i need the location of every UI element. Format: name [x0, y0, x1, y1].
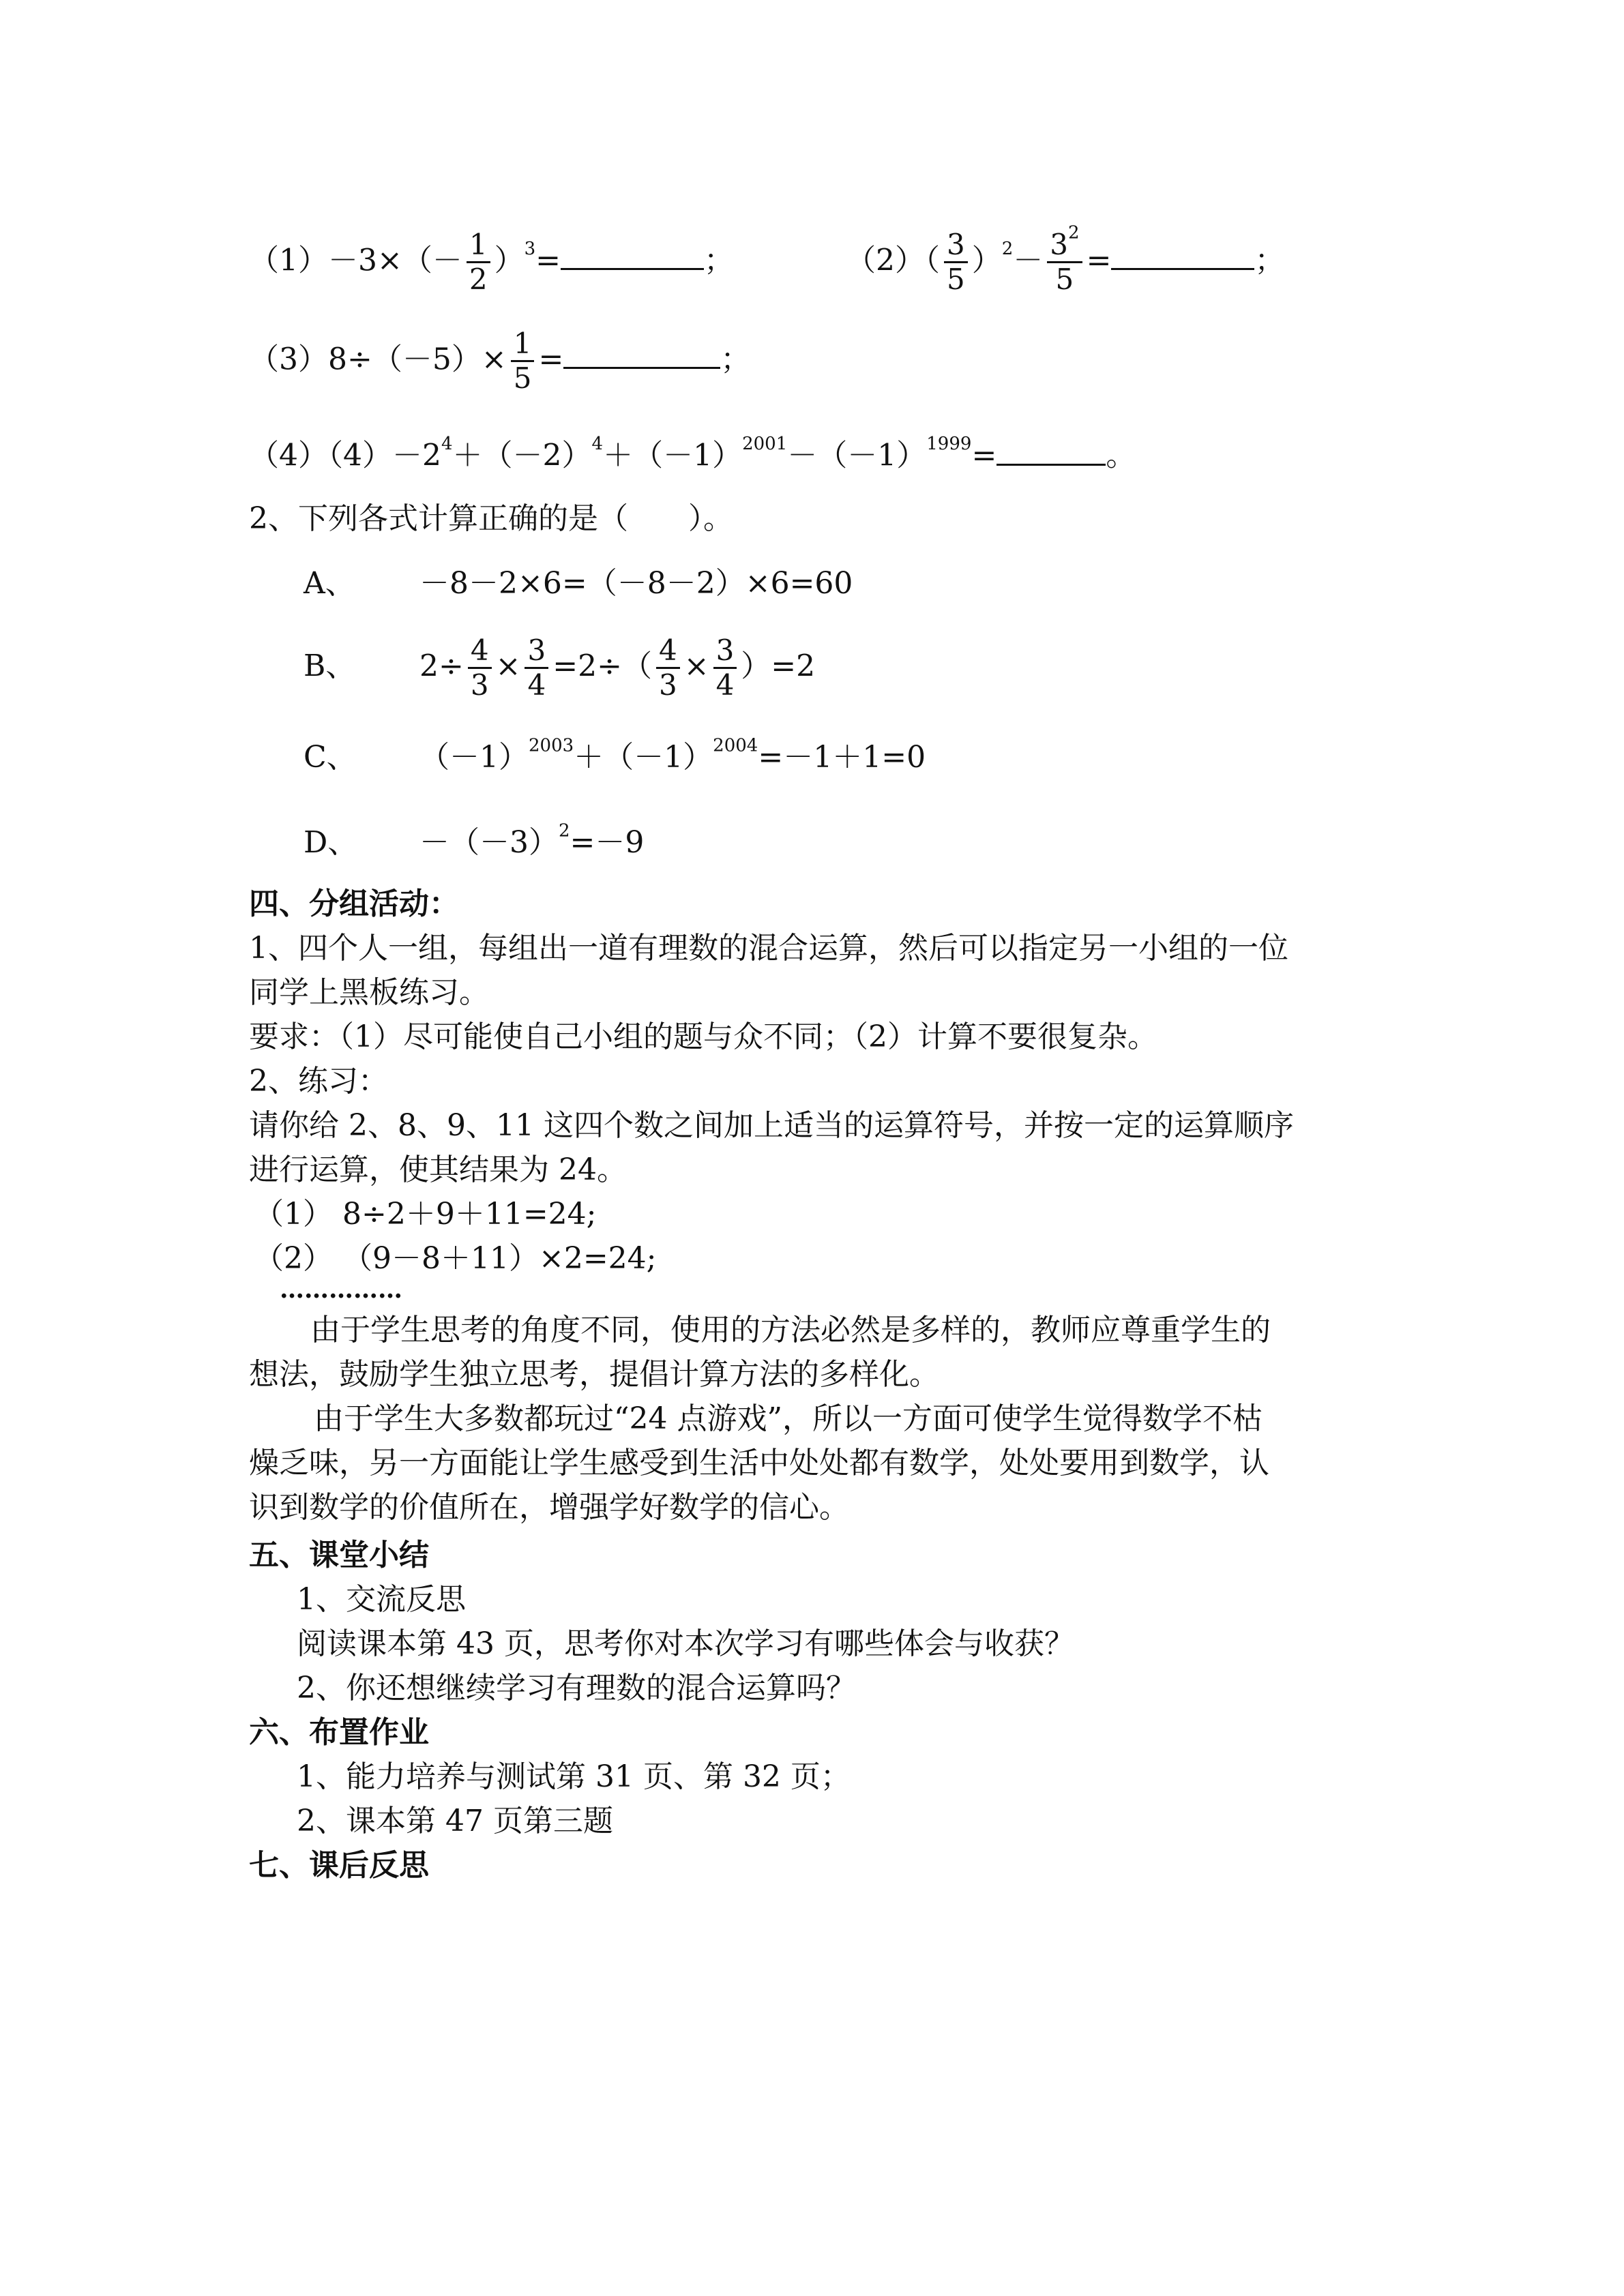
numerator: 3	[525, 634, 548, 669]
exponent: 2	[1068, 222, 1080, 243]
exponent: 3	[524, 238, 536, 259]
ellipsis: ……………	[280, 1275, 402, 1304]
paragraph-line: （2） （9－8＋11）×2=24;	[254, 1241, 657, 1276]
paragraph-line: 要求：（1）尽可能使自己小组的题与众不同；（2）计算不要很复杂。	[249, 1019, 1157, 1054]
equals: =	[1086, 243, 1112, 278]
exponent: 2003	[529, 735, 574, 756]
exponent: 1999	[926, 434, 972, 455]
expr-text: －（－3）	[419, 825, 559, 860]
exponent: 2004	[713, 735, 758, 756]
expr-text: －3×（－	[328, 243, 462, 278]
section-4-heading: 四、分组活动：	[249, 886, 459, 921]
paragraph-line: 1、四个人一组，每组出一道有理数的混合运算，然后可以指定另一小组的一位	[249, 931, 1288, 966]
expr-text: （4）－2	[328, 438, 441, 473]
paragraph-line: 识到数学的价值所在，增强学好数学的信心。	[249, 1490, 849, 1525]
expr-text: ）	[494, 243, 525, 278]
numerator: 3	[944, 228, 968, 263]
expr-text: ＋（－1）	[574, 740, 713, 775]
paragraph-line: 1、能力培养与测试第 31 页、第 32 页；	[297, 1759, 851, 1794]
answer-blank[interactable]	[1111, 241, 1254, 271]
punct: ；	[720, 342, 751, 377]
option-c	[304, 735, 926, 776]
option-text: －8－2×6=（－8－2）×6=60	[419, 566, 853, 601]
fraction	[468, 634, 492, 702]
fraction	[656, 634, 680, 702]
exponent: 4	[591, 434, 604, 455]
option-b	[304, 634, 815, 702]
answer-blank[interactable]	[563, 340, 720, 370]
denominator: 5	[1055, 263, 1074, 297]
exponent: 2	[559, 820, 570, 841]
part-label: （4）	[249, 438, 328, 473]
denominator: 5	[513, 361, 532, 396]
paragraph-line: 2、练习：	[249, 1064, 388, 1099]
numerator: 4	[656, 634, 680, 669]
fraction	[944, 228, 968, 297]
denominator: 4	[527, 668, 546, 702]
expr-text: =2÷（	[552, 648, 652, 684]
expr-text: 8÷（－5）×	[328, 342, 507, 377]
exponent: 2001	[742, 434, 788, 455]
expr-text: －	[1013, 243, 1044, 278]
expr-text: ×	[495, 648, 521, 684]
paragraph-line: 进行运算，使其结果为 24。	[249, 1152, 627, 1187]
part-label: （1）	[249, 243, 328, 278]
punct: 。	[1106, 438, 1136, 473]
expr-text: ）	[971, 243, 1002, 278]
equals: =	[535, 243, 561, 278]
numerator	[1047, 222, 1082, 263]
exercise-1-3	[249, 327, 750, 396]
exercise-1-2	[846, 222, 1285, 297]
denominator: 3	[658, 668, 677, 702]
expr-text: ＋（－2）	[452, 438, 592, 473]
punct: ；	[1254, 243, 1285, 278]
answer-blank[interactable]	[561, 241, 704, 271]
exponent: 2	[1001, 238, 1014, 259]
paragraph-line: 请你给 2、8、9、11 这四个数之间加上适当的运算符号，并按一定的运算顺序	[249, 1108, 1294, 1143]
question-2-title: 2、下列各式计算正确的是（ ）。	[249, 501, 733, 536]
expr-text: －（－1）	[787, 438, 927, 473]
section-7-heading: 七、课后反思	[249, 1848, 429, 1883]
paragraph-line: 由于学生大多数都玩过“24 点游戏”，所以一方面可使学生觉得数学不枯	[314, 1401, 1263, 1436]
answer-blank[interactable]	[996, 436, 1106, 466]
paragraph-line: 2、课本第 47 页第三题	[297, 1804, 613, 1838]
expr-text: ×	[683, 648, 709, 684]
paragraph-line: 阅读课本第 43 页，思考你对本次学习有哪些体会与收获？	[297, 1626, 1074, 1661]
fraction	[467, 228, 490, 297]
numerator: 1	[511, 327, 535, 362]
fraction	[1047, 222, 1082, 297]
option-label: B、	[304, 648, 356, 684]
denominator: 3	[470, 668, 489, 702]
punct: ；	[704, 243, 735, 278]
expr-text: =－9	[570, 825, 645, 860]
option-label: A、	[304, 566, 355, 601]
option-label: D、	[304, 825, 358, 860]
fraction	[525, 634, 548, 702]
equals: =	[971, 438, 997, 473]
expr-text: （－1）	[419, 740, 529, 775]
numerator-base: 3	[1050, 228, 1069, 261]
expr-text: 2÷	[419, 648, 464, 684]
paragraph-line: 1、交流反思	[297, 1582, 466, 1617]
expr-text: ＋（－1）	[603, 438, 743, 473]
paragraph-line: 同学上黑板练习。	[249, 975, 489, 1010]
exercise-1-1	[249, 228, 734, 297]
numerator: 1	[467, 228, 490, 263]
exercise-1-4	[249, 436, 1136, 474]
denominator: 2	[469, 263, 488, 297]
section-6-heading: 六、布置作业	[249, 1715, 429, 1750]
paragraph-line: 由于学生思考的角度不同，使用的方法必然是多样的，教师应尊重学生的	[310, 1313, 1271, 1347]
paragraph-line: 想法，鼓励学生独立思考，提倡计算方法的多样化。	[249, 1357, 939, 1392]
section-5-heading: 五、课堂小结	[249, 1538, 429, 1572]
denominator: 5	[947, 263, 965, 297]
option-label: C、	[304, 740, 357, 775]
part-label: （2）	[846, 243, 925, 278]
part-label: （3）	[249, 342, 328, 377]
expr-text: =－1＋1=0	[758, 740, 926, 775]
numerator: 3	[713, 634, 737, 669]
paragraph-line: （1） 8÷2＋9＋11=24;	[254, 1197, 597, 1232]
option-d	[304, 820, 645, 861]
equals: =	[538, 342, 564, 377]
option-a	[304, 566, 853, 602]
fraction	[511, 327, 535, 396]
expr-text: （	[925, 243, 940, 278]
expr-text: ）=2	[741, 648, 816, 684]
paragraph-line: 燥乏味，另一方面能让学生感受到生活中处处都有数学，处处要用到数学，认	[249, 1446, 1269, 1480]
exponent: 4	[441, 434, 453, 455]
denominator: 4	[715, 668, 735, 702]
fraction	[713, 634, 737, 702]
numerator: 4	[468, 634, 492, 669]
paragraph-line: 2、你还想继续学习有理数的混合运算吗？	[297, 1671, 856, 1705]
